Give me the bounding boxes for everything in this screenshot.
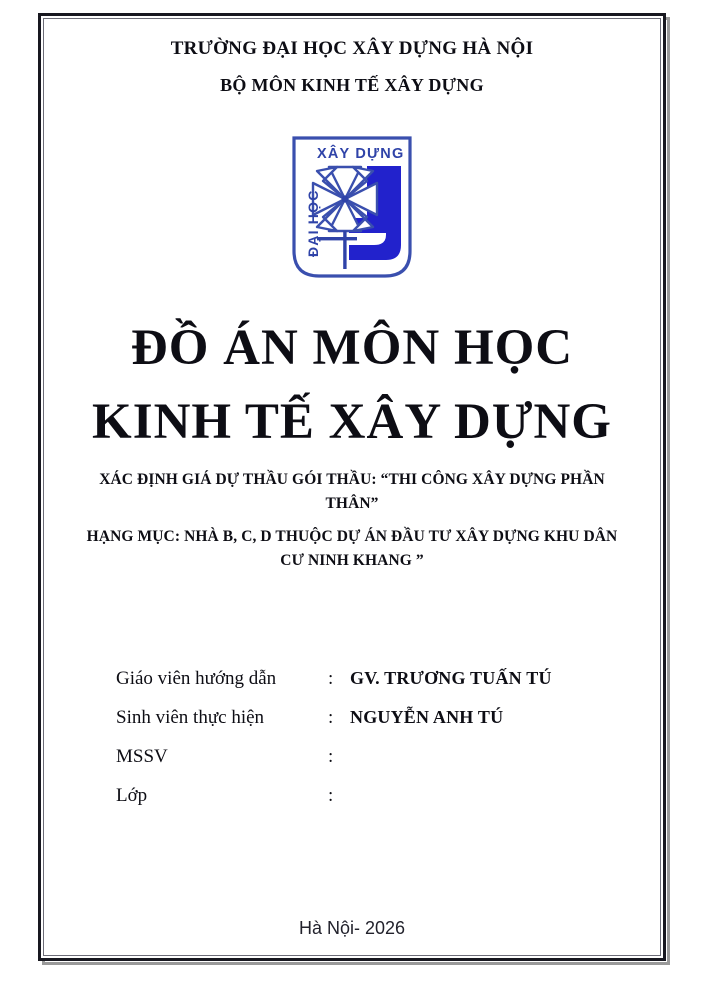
info-label: Giáo viên hướng dẫn bbox=[116, 668, 277, 689]
bid-package-subtitle: XÁC ĐỊNH GIÁ DỰ THẦU GÓI THẦU: “THI CÔNG XÂY DỰNG PHẦN THÂN” bbox=[99, 471, 605, 513]
info-label: MSSV bbox=[116, 746, 168, 767]
logo-side-text: ĐẠI HỌC bbox=[305, 189, 321, 257]
info-row-advisor bbox=[116, 668, 616, 707]
info-value: GV. TRƯƠNG TUẤN TÚ bbox=[350, 668, 552, 688]
nuce-shield-icon bbox=[289, 133, 415, 281]
info-colon: : bbox=[328, 668, 334, 689]
info-label: Sinh viên thực hiện bbox=[116, 707, 265, 728]
pinwheel-center-dot bbox=[341, 195, 348, 202]
university-logo bbox=[38, 133, 666, 281]
project-title-line-1: ĐỒ ÁN MÔN HỌC bbox=[130, 320, 574, 376]
info-row-student-id bbox=[116, 746, 616, 785]
page-content bbox=[38, 13, 666, 961]
place-and-year: Hà Nội- 2026 bbox=[298, 918, 406, 938]
shield-stem bbox=[343, 231, 346, 269]
info-label: Lớp bbox=[116, 785, 148, 806]
author-info-block bbox=[116, 668, 616, 824]
info-colon: : bbox=[328, 707, 334, 728]
info-value: NGUYỄN ANH TÚ bbox=[350, 707, 504, 727]
logo-top-text: XÂY DỰNG bbox=[317, 146, 405, 162]
info-row-class bbox=[116, 785, 616, 824]
info-colon: : bbox=[328, 785, 334, 806]
department-name: BỘ MÔN KINH TẾ XÂY DỰNG bbox=[220, 75, 484, 95]
info-row-student bbox=[116, 707, 616, 746]
project-title-line-2: KINH TẾ XÂY DỰNG bbox=[92, 394, 612, 450]
shield-crossbar bbox=[317, 237, 357, 240]
university-name: TRƯỜNG ĐẠI HỌC XÂY DỰNG HÀ NỘI bbox=[170, 38, 534, 59]
work-item-subtitle: HẠNG MỤC: NHÀ B, C, D THUỘC DỰ ÁN ĐẦU TƯ XÂY DỰNG KHU DÂN CƯ NINH KHANG ” bbox=[86, 528, 618, 570]
info-colon: : bbox=[328, 746, 334, 767]
